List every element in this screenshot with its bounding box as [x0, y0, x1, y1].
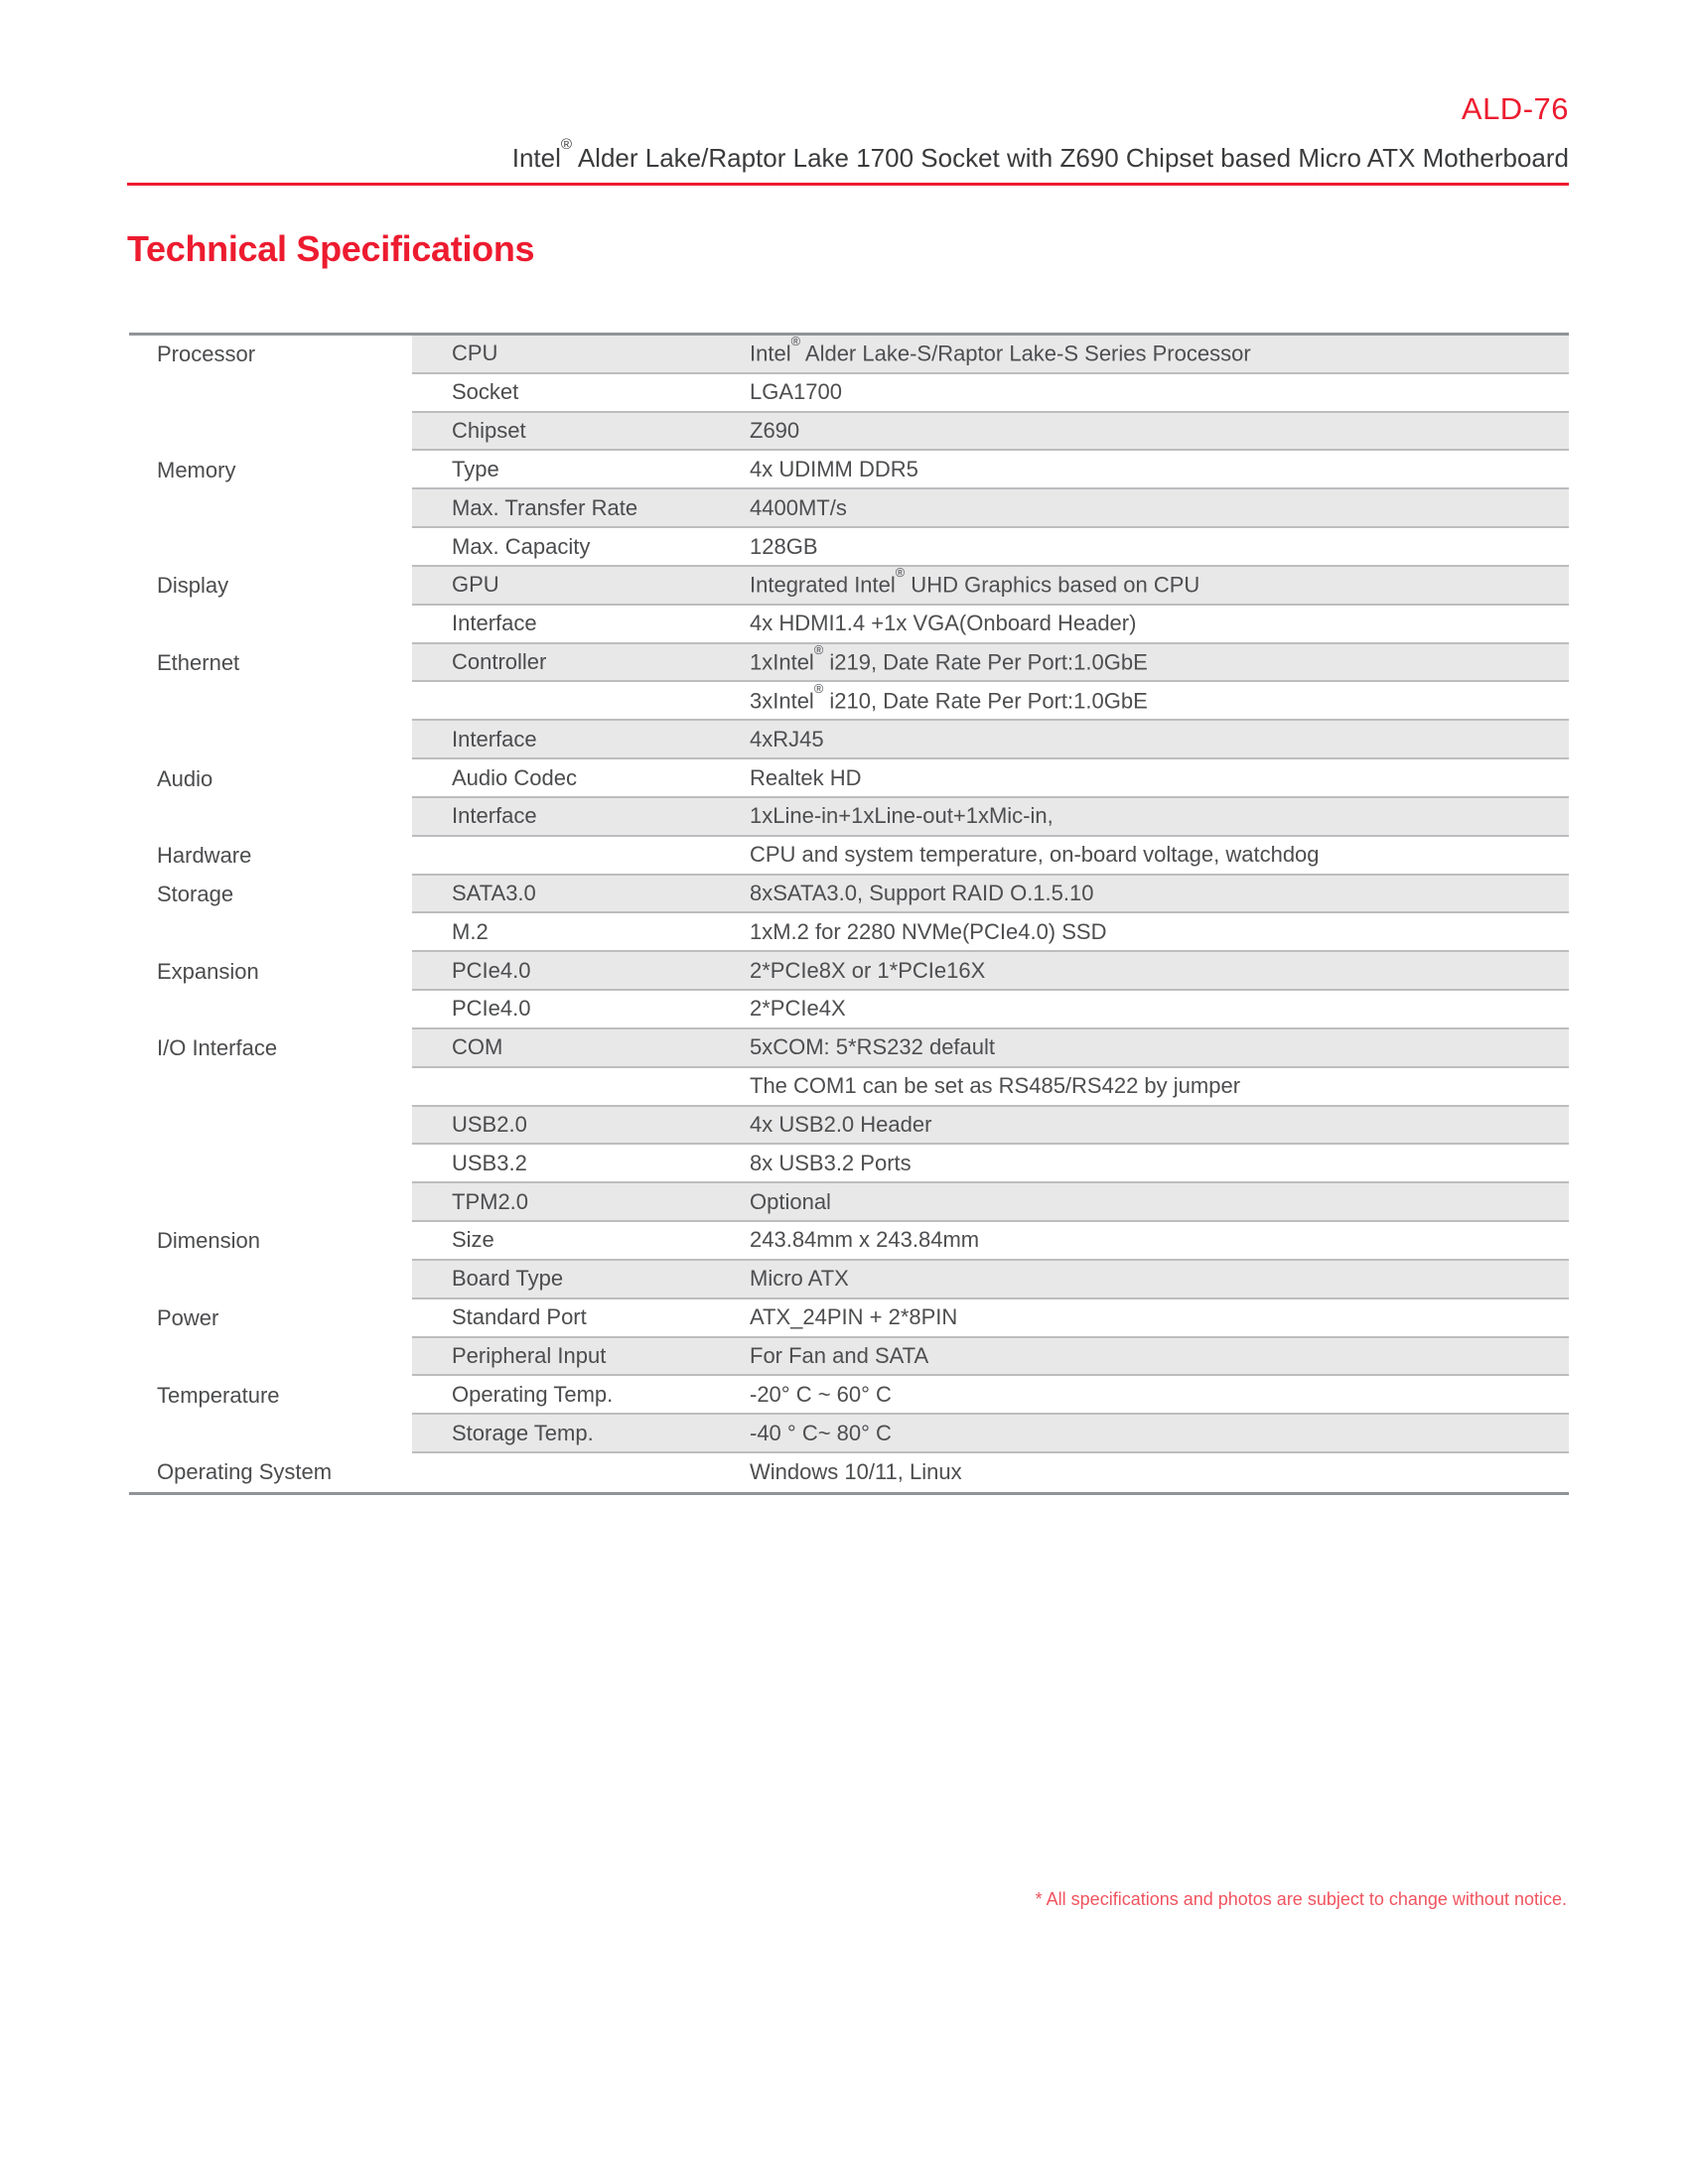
page-header — [127, 136, 1569, 186]
table-row — [129, 1415, 1569, 1453]
table-row — [129, 1107, 1569, 1146]
spec-value: 8xSATA3.0, Support RAID O.1.5.10 — [750, 881, 1094, 905]
spec-category: Ethernet — [157, 650, 240, 676]
row-band — [412, 413, 1569, 452]
row-band — [412, 1029, 1569, 1068]
table-row — [129, 876, 1569, 914]
table-row — [129, 1183, 1569, 1222]
row-band — [412, 1338, 1569, 1377]
section-title: Technical Specifications — [127, 228, 535, 269]
table-row — [129, 837, 1569, 876]
product-model: ALD-76 — [1461, 91, 1569, 126]
table-row — [129, 606, 1569, 644]
spec-value: 1xIntel® i219, Date Rate Per Port:1.0GbE — [750, 641, 1148, 675]
spec-category: Memory — [157, 457, 236, 482]
table-row — [129, 1068, 1569, 1107]
table-row — [129, 528, 1569, 567]
row-band — [412, 759, 1569, 798]
row-band — [412, 1107, 1569, 1146]
spec-value: Optional — [750, 1188, 831, 1214]
spec-attribute: Type — [452, 456, 499, 481]
spec-value: 5xCOM: 5*RS232 default — [750, 1034, 996, 1060]
row-band — [412, 991, 1569, 1029]
spec-attribute: Socket — [452, 379, 519, 405]
spec-attribute: CPU — [452, 341, 498, 366]
row-band — [412, 336, 1569, 374]
spec-category: Temperature — [157, 1382, 280, 1408]
specifications-table — [129, 333, 1569, 1495]
spec-value: 4x USB2.0 Header — [750, 1111, 932, 1137]
spec-category — [129, 1338, 412, 1377]
row-band — [412, 489, 1569, 528]
row-band — [412, 721, 1569, 759]
spec-attribute: Size — [452, 1227, 494, 1253]
spec-category: Processor — [157, 341, 256, 367]
spec-category — [129, 1145, 412, 1183]
spec-value: 1xLine-in+1xLine-out+1xMic-in, — [750, 803, 1054, 829]
spec-value: Realtek HD — [750, 764, 862, 790]
spec-category — [129, 1261, 412, 1299]
table-row — [129, 1453, 1569, 1492]
spec-attribute: USB3.2 — [452, 1150, 527, 1175]
spec-value: 2*PCIe4X — [750, 996, 846, 1022]
spec-category: Operating System — [157, 1459, 333, 1485]
spec-category — [129, 798, 412, 837]
table-row — [129, 567, 1569, 606]
spec-category: Display — [157, 573, 229, 599]
spec-category: Dimension — [157, 1228, 260, 1254]
spec-attribute: GPU — [452, 572, 499, 598]
spec-value: -20° C ~ 60° C — [750, 1381, 892, 1407]
spec-category — [129, 374, 412, 413]
table-row — [129, 1261, 1569, 1299]
footnote: * All specifications and photos are subject to change without notice. — [1035, 1889, 1567, 1909]
row-band — [412, 1261, 1569, 1299]
spec-category — [129, 489, 412, 528]
table-row — [129, 1029, 1569, 1068]
spec-attribute: Max. Transfer Rate — [452, 494, 638, 520]
table-row — [129, 952, 1569, 991]
table-row — [129, 489, 1569, 528]
spec-value: The COM1 can be set as RS485/RS422 by jumper — [750, 1073, 1241, 1099]
table-row — [129, 374, 1569, 413]
spec-value: Intel® Alder Lake-S/Raptor Lake-S Series Processor — [750, 334, 1251, 366]
spec-category: I/O Interface — [157, 1035, 278, 1061]
spec-attribute: USB2.0 — [452, 1111, 527, 1137]
spec-category: Expansion — [157, 958, 259, 984]
spec-category — [129, 1107, 412, 1146]
spec-value: For Fan and SATA — [750, 1342, 929, 1368]
table-row — [129, 1299, 1569, 1338]
spec-attribute: Interface — [452, 803, 537, 829]
row-band — [412, 798, 1569, 837]
row-band — [412, 374, 1569, 413]
spec-value: ATX_24PIN + 2*8PIN — [750, 1304, 958, 1330]
spec-category — [129, 606, 412, 644]
spec-category — [129, 721, 412, 759]
row-band — [412, 876, 1569, 914]
row-band — [412, 837, 1569, 876]
spec-attribute: PCIe4.0 — [452, 957, 531, 983]
row-band — [412, 451, 1569, 489]
row-band — [412, 1183, 1569, 1222]
row-band — [412, 1068, 1569, 1107]
spec-category — [129, 991, 412, 1029]
spec-attribute: Interface — [452, 726, 537, 751]
row-band — [412, 528, 1569, 567]
row-band — [412, 913, 1569, 952]
table-row — [129, 1222, 1569, 1261]
spec-value: 2*PCIe8X or 1*PCIe16X — [750, 957, 986, 983]
spec-category — [129, 413, 412, 452]
spec-category — [129, 682, 412, 721]
spec-value: 4400MT/s — [750, 494, 847, 520]
spec-attribute: Standard Port — [452, 1304, 587, 1330]
table-row — [129, 991, 1569, 1029]
spec-value: 4x HDMI1.4 +1x VGA(Onboard Header) — [750, 611, 1137, 636]
table-row — [129, 721, 1569, 759]
table-row — [129, 759, 1569, 798]
spec-value: CPU and system temperature, on-board voltage, watchdog — [750, 842, 1320, 868]
spec-value: Micro ATX — [750, 1266, 849, 1292]
spec-value: 243.84mm x 243.84mm — [750, 1227, 980, 1253]
table-row — [129, 413, 1569, 452]
spec-category — [129, 1068, 412, 1107]
table-row — [129, 1338, 1569, 1377]
spec-category: Audio — [157, 765, 213, 791]
row-band — [412, 682, 1569, 721]
row-band — [412, 1453, 1569, 1492]
table-row — [129, 336, 1569, 374]
spec-attribute: PCIe4.0 — [452, 996, 531, 1022]
row-band — [412, 641, 1569, 683]
spec-value: Integrated Intel® UHD Graphics based on CPU — [750, 565, 1200, 598]
row-band — [412, 1299, 1569, 1338]
table-row — [129, 913, 1569, 952]
spec-attribute: SATA3.0 — [452, 881, 536, 905]
spec-attribute: Controller — [452, 649, 547, 675]
spec-attribute: Storage Temp. — [452, 1420, 594, 1445]
spec-value: LGA1700 — [750, 379, 842, 405]
table-row — [129, 1376, 1569, 1415]
table-row — [129, 641, 1569, 683]
spec-attribute: Peripheral Input — [452, 1342, 607, 1368]
spec-category — [129, 528, 412, 567]
row-band — [412, 952, 1569, 991]
table-row — [129, 1145, 1569, 1183]
table-row — [129, 451, 1569, 489]
spec-attribute: Board Type — [452, 1266, 564, 1292]
spec-attribute: Max. Capacity — [452, 533, 591, 559]
row-band — [412, 1145, 1569, 1183]
spec-value: Windows 10/11, Linux — [750, 1459, 962, 1485]
page-subtitle: Intel® Alder Lake/Raptor Lake 1700 Socket with Z690 Chipset based Micro ATX Motherboard — [511, 136, 1569, 173]
spec-category — [129, 913, 412, 952]
spec-value: 4xRJ45 — [750, 726, 824, 751]
row-band — [412, 606, 1569, 644]
spec-attribute: TPM2.0 — [452, 1188, 529, 1214]
spec-value: 8x USB3.2 Ports — [750, 1150, 912, 1175]
spec-value: 1xM.2 for 2280 NVMe(PCIe4.0) SSD — [750, 918, 1107, 944]
row-band — [412, 1222, 1569, 1261]
spec-category — [129, 1415, 412, 1453]
spec-attribute: M.2 — [452, 918, 489, 944]
spec-attribute: Audio Codec — [452, 764, 577, 790]
table-row — [129, 682, 1569, 721]
spec-value: 128GB — [750, 533, 818, 559]
spec-category — [129, 1183, 412, 1222]
spec-attribute: Interface — [452, 611, 537, 636]
spec-category: Storage — [157, 882, 234, 906]
spec-attribute: Operating Temp. — [452, 1381, 614, 1407]
table-row — [129, 798, 1569, 837]
spec-category: Hardware — [157, 843, 252, 869]
spec-value: 3xIntel® i210, Date Rate Per Port:1.0GbE — [750, 680, 1148, 714]
row-band — [412, 1376, 1569, 1415]
row-band — [412, 1415, 1569, 1453]
row-band — [412, 567, 1569, 606]
spec-value: -40 ° C~ 80° C — [750, 1420, 892, 1445]
spec-category: Power — [157, 1305, 219, 1331]
spec-attribute: Chipset — [452, 418, 526, 444]
spec-value: Z690 — [750, 418, 800, 444]
spec-attribute: COM — [452, 1034, 503, 1060]
spec-value: 4x UDIMM DDR5 — [750, 456, 918, 481]
